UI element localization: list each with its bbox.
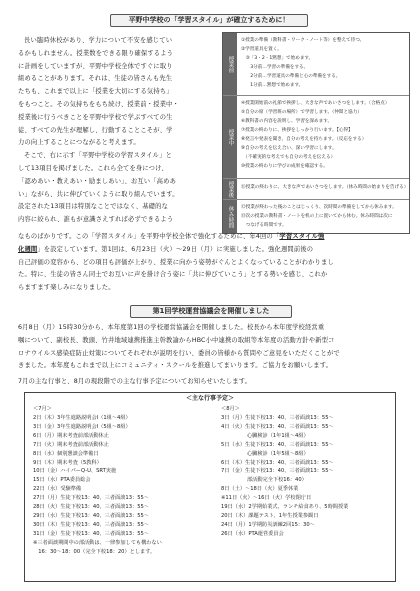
style-item: （不確実的な考えでも自分の考えを伝える） bbox=[241, 155, 336, 160]
july-event: 9日（木）期末考査（5教科） bbox=[33, 459, 102, 466]
learning-style-box bbox=[222, 32, 410, 234]
style-item: ⑬次の授業の教科書・ノートを机の上に置いてから休む。休み時間は次に bbox=[241, 214, 393, 219]
essay-line: るかもしれません。授業数をできる限り確保するよう bbox=[18, 49, 174, 57]
essay-line: 長い臨時休校があり、学力について不安を感じてい bbox=[24, 37, 173, 44]
essay-line: 内容に絞られ、誰もが意識さえすれば必ずできるよう bbox=[18, 216, 174, 224]
july-event: ※三者面談期間中の部活動は、一律参加しても構わない bbox=[33, 539, 162, 546]
essay-line: たちも、これまで以上に「授業を大切にする気持ち」 bbox=[18, 88, 173, 96]
banner-learning-style: 平野中学校の「学習スタイル」が確立するために！ bbox=[110, 14, 308, 27]
essay-line: 設定された13項目は特別なことではなく、基礎的な bbox=[18, 203, 169, 211]
july-header: ＜7月＞ bbox=[33, 406, 52, 412]
essay-line: 授業後に行うべきことを平野中学校で学ぶすべての生 bbox=[18, 113, 173, 121]
style-item: ④授業開始前の礼節で挨拶し、大きな声であいさつをします。（合格点） bbox=[241, 101, 390, 106]
august-event: 7日（金）生徒下校13：40、三者面談13：55～ bbox=[221, 468, 334, 475]
july-event: 15日（水）PTA委員総会 bbox=[33, 477, 91, 484]
august-event: 8日（土）～18日（火）夏季休業 bbox=[221, 486, 299, 493]
meeting-line: 嘱について、副校長、教頭、竹井地域連携推進主幹教諭からHBC小中連携の取組等本年度の活動方針や新型コ bbox=[18, 336, 335, 344]
schedule-title: ＜主な行事予定＞ bbox=[185, 395, 234, 402]
style-item: ③「3・2・1黙想」で始めます。 bbox=[241, 56, 314, 61]
essay-line: 徒、すべての先生が理解し、行動することこそが、学 bbox=[18, 126, 173, 134]
essay-left-column bbox=[18, 35, 216, 227]
july-event: 29日（水）生徒下校13：40、三者面談13：55～ bbox=[33, 512, 150, 519]
essay-line: をもつこと。その気持ちをもち続け、授業前・授業中・ bbox=[18, 100, 179, 108]
essay-line: して13項目を掲げました。これら全てを身につけ、 bbox=[18, 164, 168, 172]
style-item: ①授業の準備（教科書・ワーク・ノート等）を整えて待つ。 bbox=[241, 38, 365, 43]
july-event: 27日（月）生徒下校13：40、三者面談13：55～ bbox=[33, 495, 150, 502]
essay-line: 「認めあい・教えあい・励ましあい」、お互い「高めあ bbox=[18, 177, 177, 185]
style-item: つなげる時間です。 bbox=[241, 223, 287, 228]
august-event: 24日（月）1学期防災訓練2回15：30～ bbox=[221, 521, 315, 528]
style-item: 1分前…黙想で始めます。 bbox=[241, 83, 304, 88]
essay-line: 力の向上することにつながると考えます。 bbox=[18, 139, 140, 147]
august-event: 部活動完全下校16：40） bbox=[221, 477, 307, 484]
august-list bbox=[221, 414, 348, 539]
label-before-class: 授業前 bbox=[223, 33, 237, 95]
essay-tail-line-2: 化週間」を設定しています。第1回は、6月23日（火）～29日（月）に実施しました。強化週間前後の bbox=[18, 245, 314, 253]
style-item: ⑧発言や発表を聞き、自分の考えを持ちます。（反応をする） bbox=[241, 137, 367, 142]
august-event: 19日（水）2学期始業式、ランチ給食あり、5時間授業 bbox=[221, 504, 349, 511]
style-item: ②学習道具を置く。 bbox=[241, 47, 282, 52]
august-event: 3日（月）生徒下校13：40、三者面談13：55～ bbox=[221, 415, 334, 421]
essay-tail bbox=[18, 231, 412, 295]
label-during-class: 授業中 bbox=[223, 96, 237, 178]
meeting-line: 6月8日（月）15時30分から、本年度第1回の学校運営協議会を開催しました。校長から本年度学校経営重 bbox=[18, 324, 325, 331]
style-item: ⑦授業の終わりに、挨拶をしっかり行います。【心得】 bbox=[241, 128, 353, 133]
essay-tail-line-3: 自己評価の変容から、どの項目も評価が上がり、授業に向かう姿勢がぐんとよくなっていることがわかりまし bbox=[18, 258, 334, 266]
essay-tail-line-5: らますます楽しみになりました。 bbox=[18, 284, 115, 292]
august-event: 5日（水）生徒下校13：40、三者面談13：55～ bbox=[221, 441, 334, 448]
july-event: 31日（金）生徒下校13：40、三者面談13：55～ bbox=[33, 530, 150, 537]
style-item: ⑥教科書の内容を説明し、学習を深めます。 bbox=[241, 119, 333, 124]
style-item: ⑪授業の終わりに、大きな声であいさつをします。（休み時間の始まりを告げる） bbox=[241, 185, 409, 190]
essay-tail-line-4: た。特に、生徒の皆さん同士でお互いに声を掛け合う姿に「共に伸びていこう」とする勢いを感じ、これか bbox=[18, 271, 328, 279]
schedule-box bbox=[24, 392, 396, 582]
july-event: 22日（水）受験準備 bbox=[33, 486, 82, 493]
banner-meeting: 第1回学校運営協議会を開催しました bbox=[130, 305, 292, 318]
style-item: 3分前…学習の準備をする。 bbox=[241, 65, 309, 70]
august-event: ※11日（火）～16日（火）学校閉庁日 bbox=[221, 495, 312, 502]
august-event: 6日（木）生徒下校13：40、三者面談13：55～ bbox=[221, 459, 334, 466]
label-break-time: 休み時間 bbox=[223, 200, 237, 233]
style-item: ⑩授業の終わりに学びの成果を確認する。 bbox=[241, 164, 328, 169]
essay-line: に計画をしていますが、平野中学校全体ですぐに取り bbox=[18, 62, 173, 70]
august-event: 心臓検診（1年5組～8組） bbox=[221, 450, 309, 457]
august-event: 4日（火）生徒下校13：40、三者面談13：55～ bbox=[221, 423, 334, 430]
style-item: ⑨自分の考えを伝え合い、深い学習にします。 bbox=[241, 146, 337, 151]
july-event: 16：30～18：00（完全下校18：20）とします。 bbox=[33, 548, 156, 555]
style-item: ⑤自分の席（学習班の場所）で学習します。（仲間と協力） bbox=[241, 110, 362, 115]
style-item: ⑫授業が終わった後のことはじっくり、次時間の準備をしてから休みます。 bbox=[241, 205, 397, 210]
august-header: ＜8月＞ bbox=[221, 406, 240, 412]
essay-line: い」ながら、共に伸びていくように取り組んでいます。 bbox=[18, 190, 179, 198]
august-event: 心臓検診（1年1組～4組） bbox=[221, 432, 309, 439]
july-event: 30日（木）生徒下校13：40、三者面談13：55～ bbox=[33, 521, 150, 528]
july-event: 6日（月）期末考査前部活動休止 bbox=[33, 432, 109, 439]
essay-line: そこで、右に示す「平野中学校の学習スタイル」と bbox=[24, 152, 173, 160]
august-event: 26日（水）PTA運営委員会 bbox=[221, 530, 284, 537]
essay-line: 組めることがあります。それは、生徒の皆さんも先生 bbox=[18, 75, 173, 83]
july-event: 2日（木）3年生進路説明会Ⅰ（1組～4組） bbox=[33, 415, 131, 421]
july-list bbox=[33, 414, 162, 557]
style-item: 2分前…学習道具の準備と心の準備をする。 bbox=[241, 74, 341, 79]
meeting-paragraph bbox=[18, 322, 412, 373]
label-after-class: 授業後 bbox=[223, 179, 237, 199]
essay-tail-line-1: なものばかりです。この「学習スタイル」を平野中学校全体で強化するために、年4回の「学習スタイル強 bbox=[18, 233, 325, 240]
july-event: 28日（火）生徒下校13：40、三者面談13：55～ bbox=[33, 504, 150, 511]
july-event: 7日（火）期末考査前部活動休止 bbox=[33, 441, 109, 448]
july-event: 3日（金）3年生進路説明会Ⅰ（5組～8組） bbox=[33, 423, 131, 430]
meeting-line: きました。本年度もこれまで以上にコミュニティ・スクールを推進してまいります。ご協力をお願いします。 bbox=[18, 362, 333, 370]
august-event: 20日（木）課題テスト、1年生授業参観日 bbox=[221, 512, 319, 519]
meeting-line: ロナウイルス感染症防止対策についてそれぞれが説明を行い、委員の皆様から質問やご意見をいただくことがで bbox=[18, 349, 340, 357]
schedule-intro: 7月の主な行事と、8月の現段階での主な行事予定についてお知らせいたします。 bbox=[18, 378, 252, 385]
july-event: 8日（水）個別懇談会準備日 bbox=[33, 450, 99, 457]
july-event: 10日（金）ハイパーQ-U、SRT実施 bbox=[33, 468, 117, 475]
